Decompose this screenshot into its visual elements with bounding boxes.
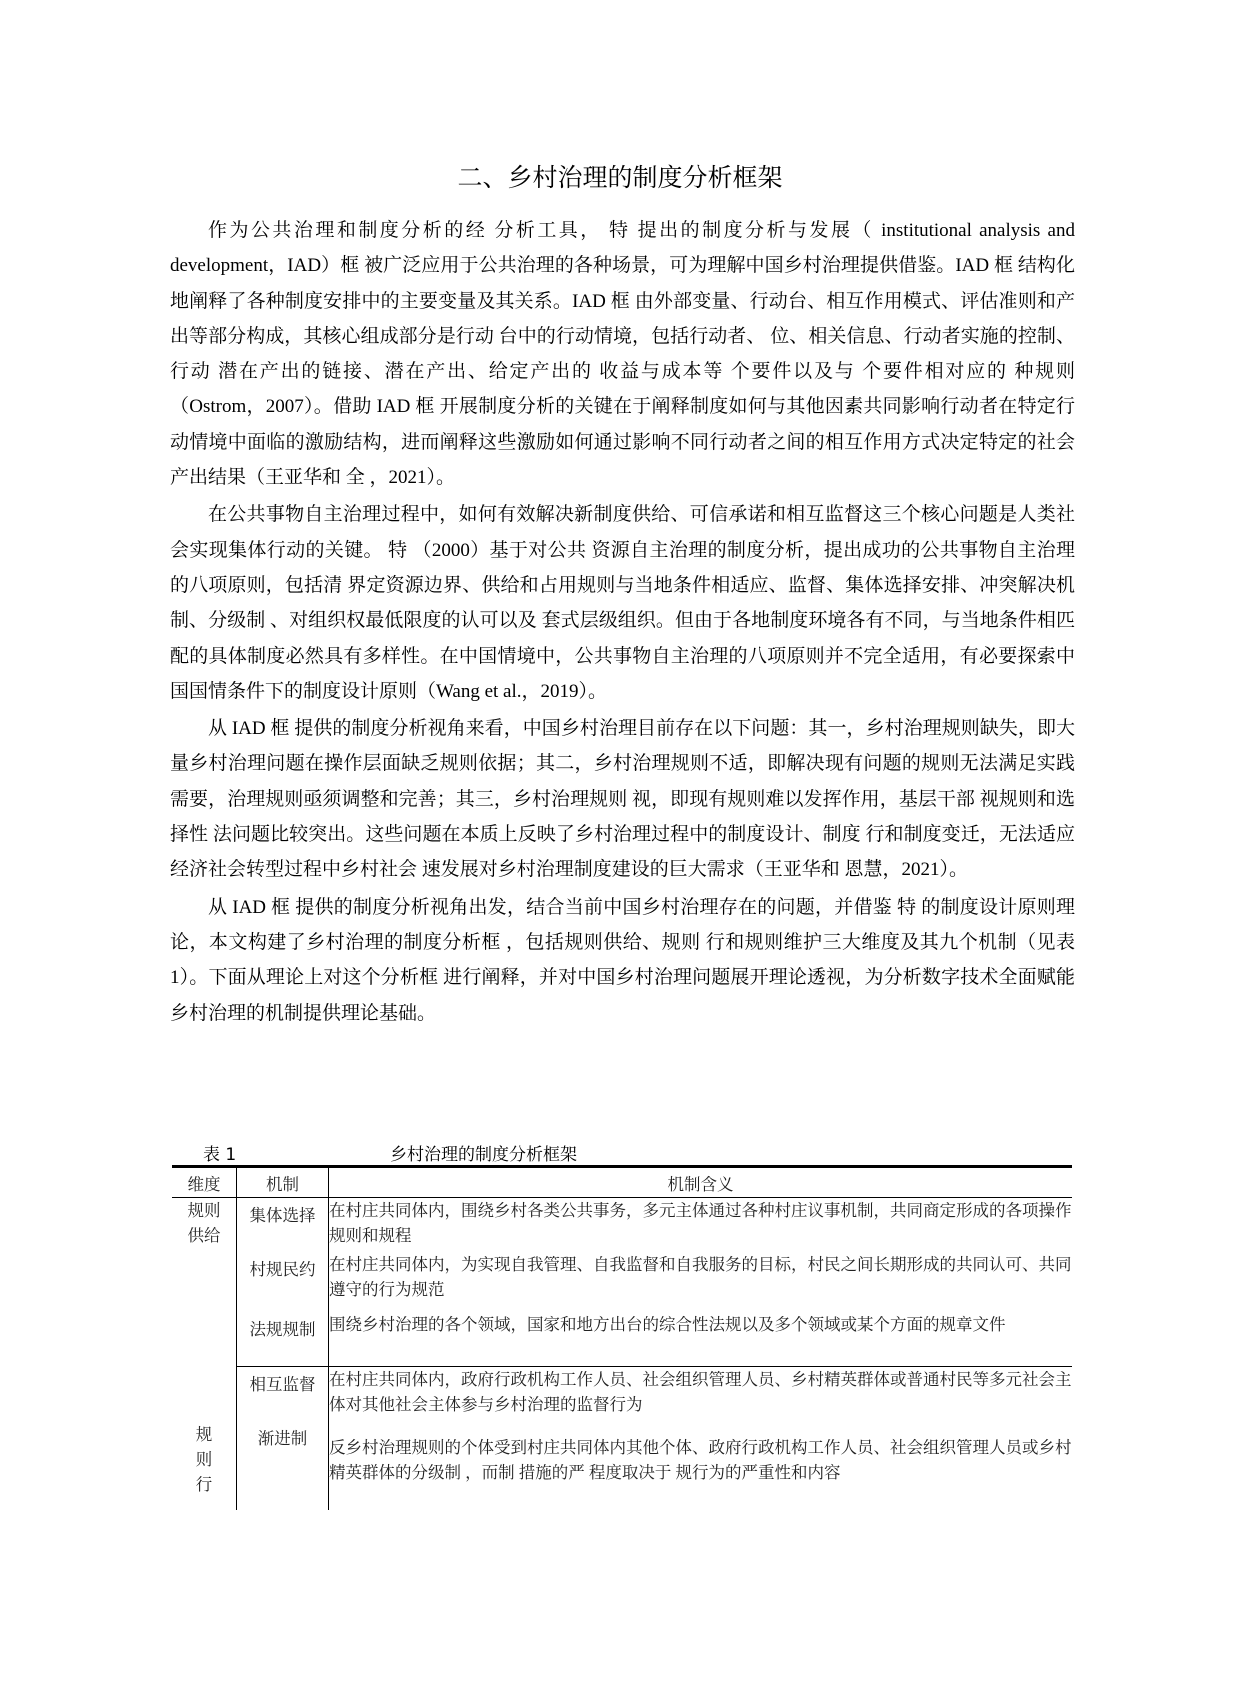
- dimension-cell: [172, 1367, 237, 1511]
- mechanism-cell: 相互监督: [237, 1367, 329, 1422]
- paragraph: 从 IAD 框 提供的制度分析视角出发，结合当前中国乡村治理存在的问题，并借鉴 特 的制度设计原则理论，本文构建了乡村治理的制度分析框 ，包括规则供给、规则 行和规则维护三大维度及其九个机制（见表 1）。下面从理论上对这个分析框 进行阐释，并对中国乡村治理问题展开理论透视，为分析数字技术全面赋能乡村治理的机制提供理论基础。: [170, 896, 1075, 1024]
- dimension-cell: [172, 1198, 237, 1367]
- table-row: [172, 1252, 1072, 1312]
- table-row: [172, 1367, 1072, 1422]
- table-row: [172, 1312, 1072, 1367]
- meaning-cell: 在村庄共同体内，政府行政机构工作人员、社会组织管理人员、乡村精英群体或普通村民等多元社会主体对其他社会主体参与乡村治理的监督行为: [329, 1370, 1072, 1414]
- meaning-cell: 围绕乡村治理的各个领域，国家和地方出台的综合性法规以及多个领域或某个方面的规章文件: [329, 1312, 1073, 1367]
- mechanism-cell: 法规规制: [237, 1312, 329, 1367]
- dimension-label: 规则行: [195, 1424, 213, 1494]
- header-mechanism: 机制: [237, 1168, 329, 1198]
- header-dimension: 维度: [172, 1168, 237, 1198]
- table-row: [172, 1198, 1072, 1253]
- mechanism-cell: 村规民约: [237, 1252, 329, 1312]
- table-label: 表 1: [203, 1145, 237, 1165]
- table-caption: [0, 1140, 1240, 1168]
- table-row: [172, 1421, 1072, 1510]
- section-title: 二、乡村治理的制度分析框架: [457, 163, 783, 192]
- header-meaning: 机制含义: [329, 1168, 1073, 1198]
- framework-table: [172, 1168, 1072, 1510]
- paragraph: 从 IAD 框 提供的制度分析视角来看，中国乡村治理目前存在以下问题：其一，乡村治理规则缺失，即大量乡村治理问题在操作层面缺乏规则依据；其二，乡村治理规则不适，即解决现有问题的规则无法满足实践需要，治理规则亟须调整和完善；其三，乡村治理规则 视，即现有规则难以发挥作用，基层干部 视规则和选择性 法问题比较突出。这些问题在本质上反映了乡村治理过程中的制度设计、制度 行和制度变迁，无法适应经济社会转型过程中乡村社会 速发展对乡村治理制度建设的巨大需求（王亚华和 恩慧，2021）。: [170, 718, 1075, 881]
- mechanism-cell: 集体选择: [237, 1198, 329, 1253]
- table-title: 乡村治理的制度分析框架: [390, 1145, 577, 1165]
- body-text: [170, 213, 1075, 1033]
- mechanism-cell: 渐进制: [237, 1421, 329, 1510]
- meaning-cell: 在村庄共同体内，围绕乡村各类公共事务，多元主体通过各种村庄议事机制，共同商定形成的各项操作规则和规程: [329, 1201, 1072, 1245]
- meaning-cell: 反乡村治理规则的个体受到村庄共同体内其他个体、政府行政机构工作人员、社会组织管理人员或乡村精英群体的分级制 ，而制 措施的严 程度取决于 规行为的严重性和内容: [329, 1438, 1072, 1482]
- table-header-row: [172, 1168, 1072, 1198]
- paragraph: 作为公共治理和制度分析的经 分析工具， 特 提出的制度分析与发展（ institutional analysis and development，IAD）框 被广泛应用于公共治理的各种场景，可为理解中国乡村治理提供借鉴。IAD 框 结构化地阐释了各种制度安排中的主要变量及其关系。IAD 框 由外部变量、行动台、相互作用模式、评估准则和产出等部分构成，其核心组成部分是行动 台中的行动情境，包括行动者、 位、相关信息、行动者实施的控制、行动 潜在产出的链接、潜在产出、给定产出的 收益与成本等 个要件以及与 个要件相对应的 种规则（Ostrom，2007）。借助 IAD 框 开展制度分析的关键在于阐释制度如何与其他因素共同影响行动者在特定行动情境中面临的激励结构，进而阐释这些激励如何通过影响不同行动者之间的相互作用方式决定特定的社会产出结果（王亚华和 全 ，2021）。: [170, 220, 1075, 489]
- paragraph: 在公共事物自主治理过程中，如何有效解决新制度供给、可信承诺和相互监督这三个核心问题是人类社会实现集体行动的关键。 特 （2000）基于对公共 资源自主治理的制度分析，提出成功的公共事物自主治理的八项原则，包括清 界定资源边界、供给和占用规则与当地条件相适应、监督、集体选择安排、冲突解决机制、分级制 、对组织权最低限度的认可以及 套式层级组织。但由于各地制度环境各有不同，与当地条件相匹配的具体制度必然具有多样性。在中国情境中，公共事物自主治理的八项原则并不完全适用，有必要探索中国国情条件下的制度设计原则（Wang et al.，2019）。: [170, 504, 1075, 702]
- dimension-label: 规则供给: [187, 1201, 221, 1245]
- meaning-cell: 在村庄共同体内，为实现自我管理、自我监督和自我服务的目标，村民之间长期形成的共同认可、共同遵守的行为规范: [329, 1255, 1072, 1299]
